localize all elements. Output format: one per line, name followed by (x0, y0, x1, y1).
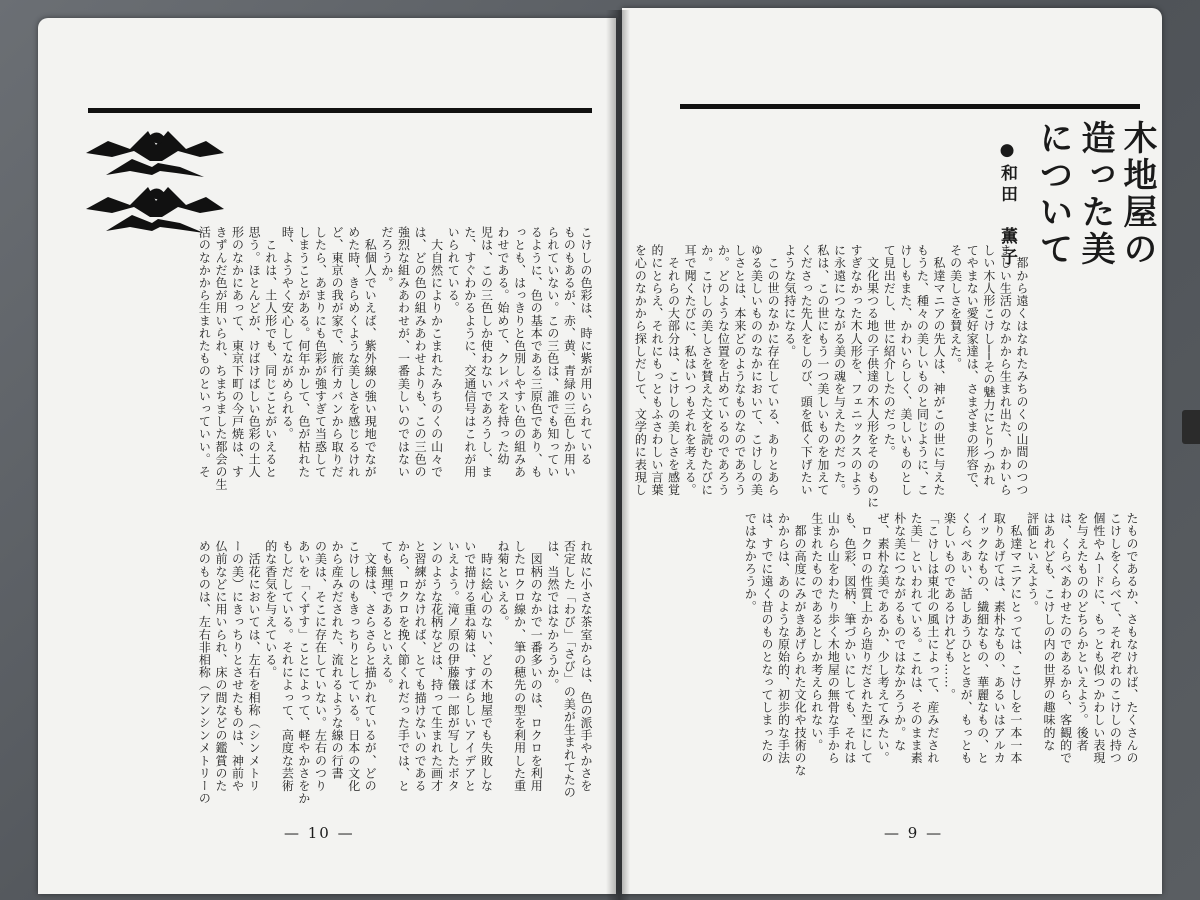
text-column: か。こけしの美しさを賛えた文を読むたびに (699, 244, 714, 496)
left-page (38, 18, 616, 894)
text-column: 思う。ほとんどが、けばけばしい色彩の土人 (247, 226, 262, 478)
right-page (622, 8, 1162, 894)
text-column: か。どのような位置を占めているのであろう (716, 244, 731, 496)
text-column: こけしのもきっちりとしている。日本の文化 (346, 540, 361, 792)
text-column: かからは、あのような原始的、初歩的な手法 (776, 512, 791, 764)
text-column: 活花においては、左右を相称（シンメトリ (247, 540, 262, 792)
text-column: 個性やムードに、もっとも似つかわしい表現 (1091, 512, 1106, 764)
text-column: を心のなかから探しだして、文学的に表現し (633, 244, 648, 496)
text-column: 図柄のなかで一番多いのは、ロクロを利用 (529, 540, 544, 792)
text-column: た、すぐわかるように、交通信号はこれが用 (462, 226, 477, 478)
text-column: 生まれたものであるとしか考えられない。 (809, 512, 824, 752)
text-column: くらべあい、話しあうひとときが、もっとも (959, 512, 974, 764)
text-column: きずんだ色が用いられ、ちまちました都会の生 (213, 226, 228, 491)
page-number: — 9 — (884, 824, 944, 842)
text-column: 的にとらえ、それにもっともふさわしい言葉 (649, 244, 664, 496)
text-column: いえよう。滝ノ原の伊藤儀一郎が写したボタ (446, 540, 461, 792)
text-column: ぜ、素朴な美であるか、少し考えてみたい。 (876, 512, 891, 764)
text-column: ンのような花柄などは、持って生まれた画才 (429, 540, 444, 792)
text-column: を与えたもののどちらかといえよう。後者 (1075, 512, 1090, 752)
page-marker-tab (1182, 410, 1200, 444)
text-column: 形のなかにあって、東京下町の今戸焼は、す (230, 226, 245, 478)
text-column: イックなもの、繊細なもの、華麗なもの、と (975, 512, 990, 764)
text-column: わせである。始めて、クレパスを持った幼 (496, 226, 511, 466)
text-column: 仏前などに用いられ、床の間などの鑑賞のた (213, 540, 228, 792)
text-column: 朴な美につながるものではなかろうか。な (892, 512, 907, 752)
text-column: 都から遠くはなれたみちのくの山間のつつ (1015, 244, 1029, 496)
page-number: — 10 — (284, 824, 355, 842)
text-column: ーの美）にきっちりとさせたものは、神前や (230, 540, 245, 792)
left-lower-body (92, 540, 594, 826)
text-column: こけしをくらべて、それぞれのこけしの持つ (1108, 512, 1123, 764)
text-column: から、ロクロを挽く節くれだった手では、と (396, 540, 411, 792)
text-column: ね菊といえる。 (496, 540, 511, 629)
text-column: 大自然によりかこまれたみちのくの山々で (429, 226, 444, 478)
text-column: だろうか。 (379, 226, 394, 289)
text-column: に永遠につながる美の魂を与えたのだった。 (832, 244, 847, 496)
text-column: しい木人形こけし──その魅力にとりつかれ (981, 244, 996, 487)
right-upper-body (633, 244, 1030, 509)
article-title: 木地屋の 造った美 について (1033, 120, 1157, 268)
text-column: したロクロ線か、筆の穂先の型を利用した重 (512, 540, 527, 792)
text-column: この世のなかに存在している、ありとあら (766, 244, 781, 496)
text-column: いられている。 (446, 226, 461, 315)
text-column: 強烈な組みあわせが、一番美しいのではない (396, 226, 411, 478)
text-column: は、どの色の組みあわせよりも、この三色の (413, 226, 428, 478)
text-column: たものであるか、さもなければ、たくさんの (1125, 512, 1139, 764)
text-column: 文化果つる地の子供達の木人形をそのものに (865, 244, 880, 509)
text-column: もうた、種々の美しいものと同じように、こ (915, 244, 930, 496)
text-column: るように、色の基本である三原色であり、も (529, 226, 544, 478)
text-column: 児は、この三色しか使わないであろうし、ま (479, 226, 494, 478)
text-column: は、すでに遠く昔のものとなってしまったの (759, 512, 774, 764)
text-column: あいを「くずす」ことによって、軽やかさをか (296, 540, 311, 805)
text-column: いで描ける重ね菊は、すばらしいアイデアと (462, 540, 477, 792)
text-column: 活のなかから生まれたものといっていい。そ (197, 226, 212, 478)
text-column: もしだしている。それによって、高度な芸術 (280, 540, 295, 792)
book-gutter (606, 10, 630, 900)
text-column: 山から山をわたり歩く木地屋の無骨な手から (826, 512, 841, 764)
text-column: 楽しいものであるけれども……。 (942, 512, 957, 701)
text-column: の美は、そこに存在していない。左右のつり (313, 540, 328, 792)
text-column: すぎなかった木人形を、フェニックスのよう (849, 244, 864, 496)
text-column: た美」といわれている。これは、そのまま素 (909, 512, 924, 764)
article-author: ●和田 薫子 (997, 140, 1017, 269)
text-column: 私達マニアの先人は、神がこの世に与えた (932, 244, 947, 496)
text-column: て見出だし、世に紹介したのだった。 (882, 244, 897, 459)
text-column: 私は、この世にもう一つ美しいものを加えて (815, 244, 830, 496)
text-column: けしもまた、かわいらしく、美しいものとし (898, 244, 913, 496)
text-column: から産みだされた、流れるような線の行書 (330, 540, 345, 780)
text-column: これは、土人形でも、同じことがいえると (263, 226, 278, 478)
text-column: 「こけしは東北の風土によって、産みだされ (925, 512, 940, 764)
text-column: その美しさを賛えた。 (948, 244, 963, 370)
text-column: られていない。この三色は、誰でも知ってい (545, 226, 560, 478)
text-column: めのものは、左右非相称（アンシンメトリーの (197, 540, 212, 805)
top-rule (88, 108, 592, 113)
text-column: ではなかろうか。 (743, 512, 758, 613)
text-column: 私達マニアにとっては、こけしを一本一本 (1008, 512, 1023, 764)
text-column: こけしの色彩は、時に紫が用いられている (579, 226, 593, 466)
text-column: 時、ようやく安心してながめられる。 (280, 226, 295, 441)
text-column: ど、東京の我が家で、旅行カバンから取りだ (330, 226, 345, 478)
text-column: 的な香気を与えている。 (263, 540, 278, 679)
text-column: 時に絵心のない、どの木地屋でも失敗しな (479, 540, 494, 792)
text-column: と習練がなければ、とても描けないのである (413, 540, 428, 792)
text-column: くださった先人をしのび、頭を低く下げたい (799, 244, 814, 496)
text-column: それらの大部分は、こけしの美しさを感覚 (666, 244, 681, 496)
left-upper-body (82, 226, 594, 516)
text-column: ゆる美しいもののなかにおいて、こけしの美 (749, 244, 764, 496)
text-column: したら、あまりにも色彩が強すぎて当惑して (313, 226, 328, 478)
chrysanthemum-emblem (82, 123, 230, 239)
text-column: っとも、はっきりと色別しやすい色の組みあ (512, 226, 527, 478)
text-column: しさとは、本来どのようなものなのであろう (732, 244, 747, 496)
text-column: ような気持になる。 (782, 244, 797, 358)
top-rule (680, 104, 1140, 109)
text-column: 評価といえよう。 (1025, 512, 1040, 613)
text-column: 私個人でいえば、紫外線の強い現地でなが (363, 226, 378, 478)
text-column: めた時、きらめくような美しさを感じるけれ (346, 226, 361, 478)
text-column: ても無理であるといえる。 (379, 540, 394, 692)
text-column: ましい生活のなかから生まれ出た、かわいら (998, 244, 1013, 496)
text-column: は、当然ではなかろうか。 (545, 540, 560, 692)
text-column: しまうことがある。何年かして、色が枯れた (296, 226, 311, 478)
text-column: ものもあるが、赤、黄、青緑の三色しか用い (562, 226, 577, 478)
text-column: 耳で聞くたびに、私はいつもそれを考える。 (683, 244, 698, 496)
text-column: も、色彩、図柄、筆づかいにしても、それは (842, 512, 857, 764)
text-column: 否定した「わび」「さび」の美が生まれてたの (562, 540, 577, 799)
text-column: てやまない愛好家達は、さまざまの形容で、 (965, 244, 980, 496)
text-column: 文様は、さらさらと描かれているが、どの (363, 540, 378, 792)
text-column: ロクロの性質上から造りだされた型にして (859, 512, 874, 764)
right-lower-body (678, 512, 1140, 798)
text-column: は、くらべあわせたのであるから、客観的で (1058, 512, 1073, 764)
text-column: 都の高度にみがきあげられた文化や技術のな (793, 512, 808, 777)
text-column: れ故に小さな茶室からは、色の派手やかさを (579, 540, 593, 792)
text-column: 取りあげては、素朴なもの、あるいはアルカ (992, 512, 1007, 764)
text-column: はあれども、こけしの内の世界の趣味的な (1042, 512, 1057, 752)
